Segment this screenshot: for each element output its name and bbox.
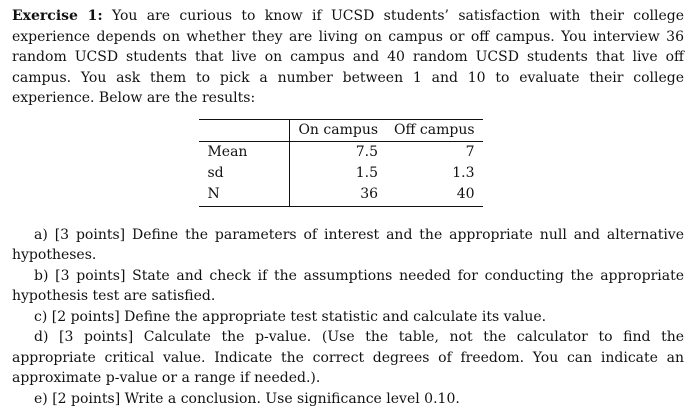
question-d: d) [3 points] Calculate the p-value. (Use the table, not the calculator to find the appropriate critical value. Indicate the correct degrees of freedom. You can indicate an approximate p-value or a range if needed.).: [12, 329, 684, 386]
table-header-on-campus: On campus: [290, 119, 386, 141]
table-row-mean: [199, 141, 482, 163]
table-header-corner: [199, 119, 289, 141]
sd-on-campus: 1.5: [355, 164, 379, 181]
table-header-off-campus: Off campus: [386, 119, 483, 141]
exercise-intro: [12, 6, 684, 109]
sd-off-campus: 1.3: [452, 164, 475, 181]
row-label-sd: sd: [199, 163, 289, 184]
row-label-n: N: [199, 184, 289, 207]
n-off-campus: 40: [386, 184, 483, 207]
results-table-container: [12, 119, 684, 207]
mean-on-campus: 7.5: [355, 143, 379, 160]
question-list: [12, 225, 684, 409]
exercise-title: Exercise 1: [12, 8, 98, 24]
question-e: e) [2 points] Write a conclusion. Use significance level 0.10.: [34, 390, 460, 407]
row-label-mean: Mean: [199, 141, 289, 163]
question-b: b) [3 points] State and check if the assumptions needed for conducting the appropriate hypothesis test are satisfied.: [12, 267, 684, 304]
results-table: [199, 119, 482, 207]
question-a: a) [3 points] Define the parameters of interest and the appropriate null and alternative hypotheses.: [12, 226, 684, 263]
exercise-title-colon: :: [97, 8, 103, 24]
table-header-row: [199, 119, 482, 141]
n-on-campus: 36: [290, 184, 386, 207]
table-row-n: [199, 184, 482, 207]
mean-off-campus: 7: [465, 143, 475, 160]
question-c: c) [2 points] Define the appropriate test statistic and calculate its value.: [34, 308, 547, 325]
exercise-intro-text: You are curious to know if UCSD students’ satisfaction with their college experience depends on whether they are living on campus or off campus. You interview 36 random UCSD students that live on campus and 40 random UCSD students that live off campus. You ask them to pick a number between 1 and 10 to evaluate their college experience. Below are the results:: [12, 8, 684, 106]
table-row-sd: [199, 163, 482, 184]
